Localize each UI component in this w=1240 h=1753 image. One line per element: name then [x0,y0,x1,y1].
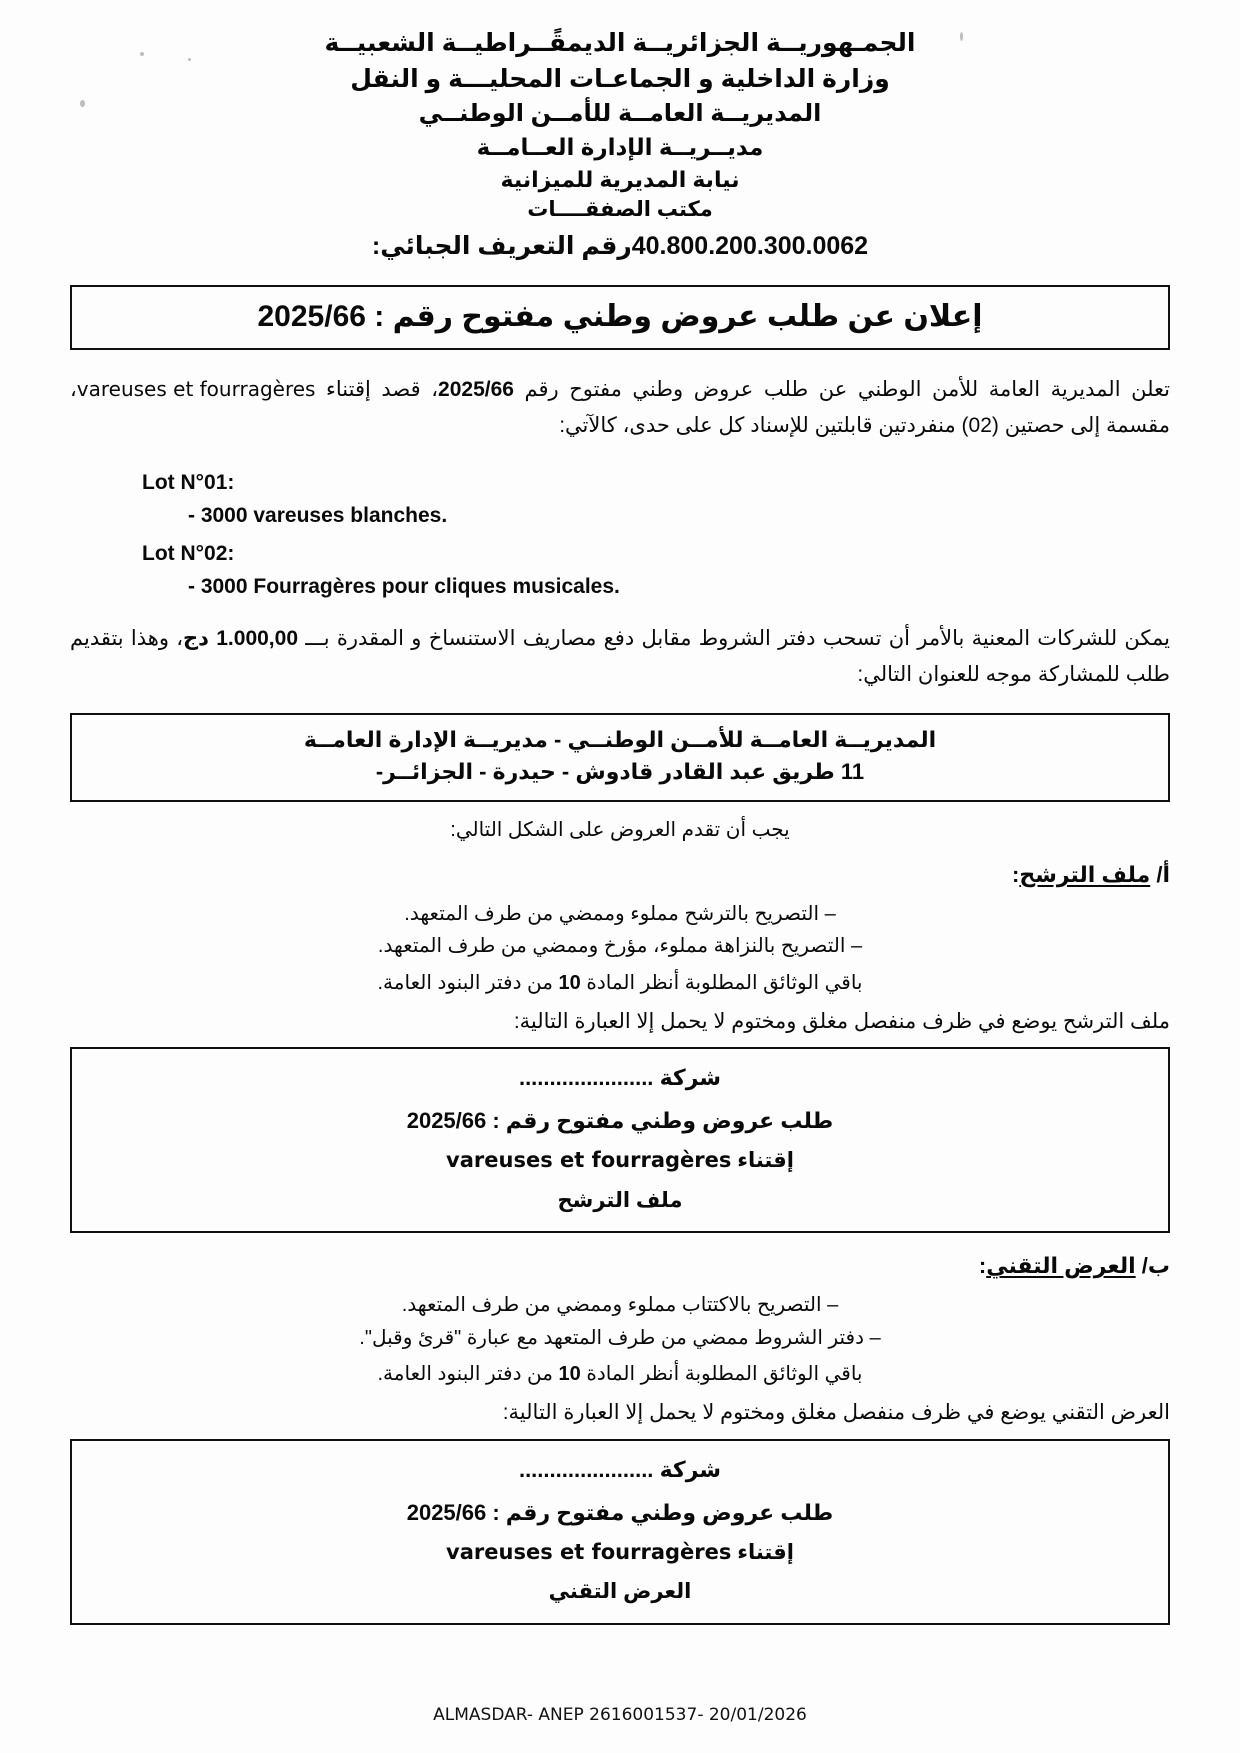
lots-list [70,471,1170,599]
letterhead-line-republic: الجمـهوريــة الجزائريــة الديمقًــراطيــة الشعبيــة [324,29,916,57]
section-a-envelope-kind: ملف الترشح [557,1188,683,1212]
intro-object-prefix: قصد إقتناء [315,378,421,402]
address-box [70,713,1170,802]
intro-object-french: vareuses et fourragères [76,377,316,402]
section-a-envelope-ref-prefix: طلب عروض وطني مفتوح رقم : [486,1108,834,1134]
letterhead [70,26,1170,261]
address-line-2 [82,756,1158,789]
fee-currency: دج [183,626,209,650]
fee-text-part2: ، وهذا بتقديم طلب للمشاركة موجه للعنوان التالي: [70,626,1170,686]
section-b-note-article: 10 [558,1362,581,1385]
section-b-title: العرض التقني [986,1253,1136,1279]
section-a-bullet-1: – التصريح بالترشح مملوء وممضي من طرف المتعهد. [404,902,836,925]
tax-identification-line [70,231,1170,261]
section-b-bullets [70,1289,1170,1354]
letterhead-line-dgsn: المديريــة العامــة للأمــن الوطنــي [418,100,822,127]
section-a-envelope-lead: ملف الترشح يوضع في ظرف منفصل مغلق ومختوم لا يحمل إلا العبارة التالية: [513,1009,1170,1033]
announcement-title-box [70,285,1170,351]
section-b-bullet-2: – دفتر الشروط ممضي من طرف المتعهد مع عبارة "قرئ وقبل". [359,1326,881,1349]
section-a-envelope-object-french: vareuses et fourragères [446,1148,732,1173]
section-a-envelope-reference [82,1104,1158,1137]
section-a-envelope-company-label: شركة [659,1065,722,1091]
section-b-envelope-reference [82,1496,1158,1529]
intro-prefix: تعلن المديرية العامة للأمن الوطني عن طلب عروض وطني مفتوح رقم [513,378,1171,402]
section-b-bullet-1: – التصريح بالاكتتاب مملوء وممضي من طرف المتعهد. [401,1294,839,1317]
intro-reference: 2025/66 [438,378,514,402]
section-a-note-article: 10 [558,971,581,994]
fee-text-part1: يمكن للشركات المعنية بالأمر أن تسحب دفتر الشروط مقابل دفع مصاريف الاستنساخ و المقدرة بـــ [298,626,1170,650]
section-b-note-suffix: من دفتر البنود العامة. [377,1362,559,1385]
intro-object-suffix: ، مقسمة إلى حصتين (02) منفردتين قابلتين للإسناد كل على حدى، كالآتي: [70,378,1170,438]
section-b-envelope-box [70,1439,1170,1625]
section-b-marker: ب/ [1135,1253,1170,1279]
section-a-envelope-box [70,1047,1170,1233]
submission-intro: يجب أن تقدم العروض على الشكل التالي: [450,818,790,841]
section-b-note [70,1358,1170,1390]
section-b-envelope-company [82,1453,1158,1486]
section-a-heading [70,862,1170,888]
intro-paragraph [70,372,1170,444]
section-b-envelope-object [82,1537,1158,1569]
section-a-colon: : [1012,861,1020,887]
fee-paragraph [70,621,1170,693]
section-a-note-prefix: باقي الوثائق المطلوبة أنظر المادة [580,971,863,994]
section-b-envelope-company-label: شركة [659,1456,722,1482]
address-line-1: المديريــة العامــة للأمــن الوطنــي - مديريــة الإدارة العامــة [303,726,937,752]
section-b-envelope-object-prefix: إقتناء [731,1540,794,1564]
document-footer: ALMASDAR- ANEP 2616001537- 20/01/2026 [433,1705,807,1725]
section-a-bullet-2: – التصريح بالنزاهة مملوء، مؤرخ وممضي من طرف المتعهد. [377,935,863,958]
section-a-envelope-company [82,1061,1158,1094]
section-a-bullets [70,898,1170,963]
section-a-envelope-company-dots: ...................... [518,1065,654,1091]
section-a-marker: أ/ [1150,861,1170,887]
letterhead-line-contracts-office: مكتب الصفقــــات [527,197,713,221]
section-b-colon: : [978,1253,987,1279]
section-b-envelope-lead: العرض التقني يوضع في ظرف منفصل مغلق ومختوم لا يحمل إلا العبارة التالية: [502,1400,1170,1424]
fee-amount: 1.000,00 [216,626,298,650]
lot-2-item: - 3000 Fourragères pour cliques musicales. [188,574,620,598]
letterhead-line-administration: مديــريــة الإدارة العــامــة [476,134,764,161]
section-a-envelope-ref-number: 2025/66 [406,1108,487,1134]
letterhead-line-ministry: وزارة الداخلية و الجماعـات المحليـــة و النقل [350,64,890,93]
section-b-envelope-kind: العرض التقني [548,1580,692,1604]
section-a-title: ملف الترشح [1019,861,1151,887]
section-a-note-suffix: من دفتر البنود العامة. [377,971,559,994]
section-b-heading [70,1253,1170,1279]
address-street-rest: طريق عبد القادر قادوش - حيدرة - الجزائــر- [375,759,835,785]
section-b-envelope-ref-number: 2025/66 [406,1499,487,1525]
tax-identification-label: رقم التعريف الجبائي: [371,231,632,260]
section-b-envelope-ref-prefix: طلب عروض وطني مفتوح رقم : [486,1499,834,1525]
address-street-number: 11 [840,759,865,785]
tax-identification-number: 40.800.200.300.0062 [631,231,869,260]
announcement-title: إعلان عن طلب عروض وطني مفتوح رقم : 2025/66 [257,299,983,333]
lot-1-item: - 3000 vareuses blanches. [188,503,448,527]
letterhead-line-budget: نيابة المديرية للميزانية [500,166,740,192]
section-a-note [70,967,1170,999]
section-b-note-prefix: باقي الوثائق المطلوبة أنظر المادة [580,1362,863,1385]
section-b-envelope-object-french: vareuses et fourragères [446,1539,732,1564]
intro-comma: ، [431,378,439,402]
section-a-envelope-object-prefix: إقتناء [731,1149,794,1173]
section-b-envelope-company-dots: ...................... [518,1456,654,1482]
lot-1-heading: Lot N°01: [142,470,235,494]
lot-2-heading: Lot N°02: [142,541,235,565]
section-a-envelope-object [82,1145,1158,1177]
